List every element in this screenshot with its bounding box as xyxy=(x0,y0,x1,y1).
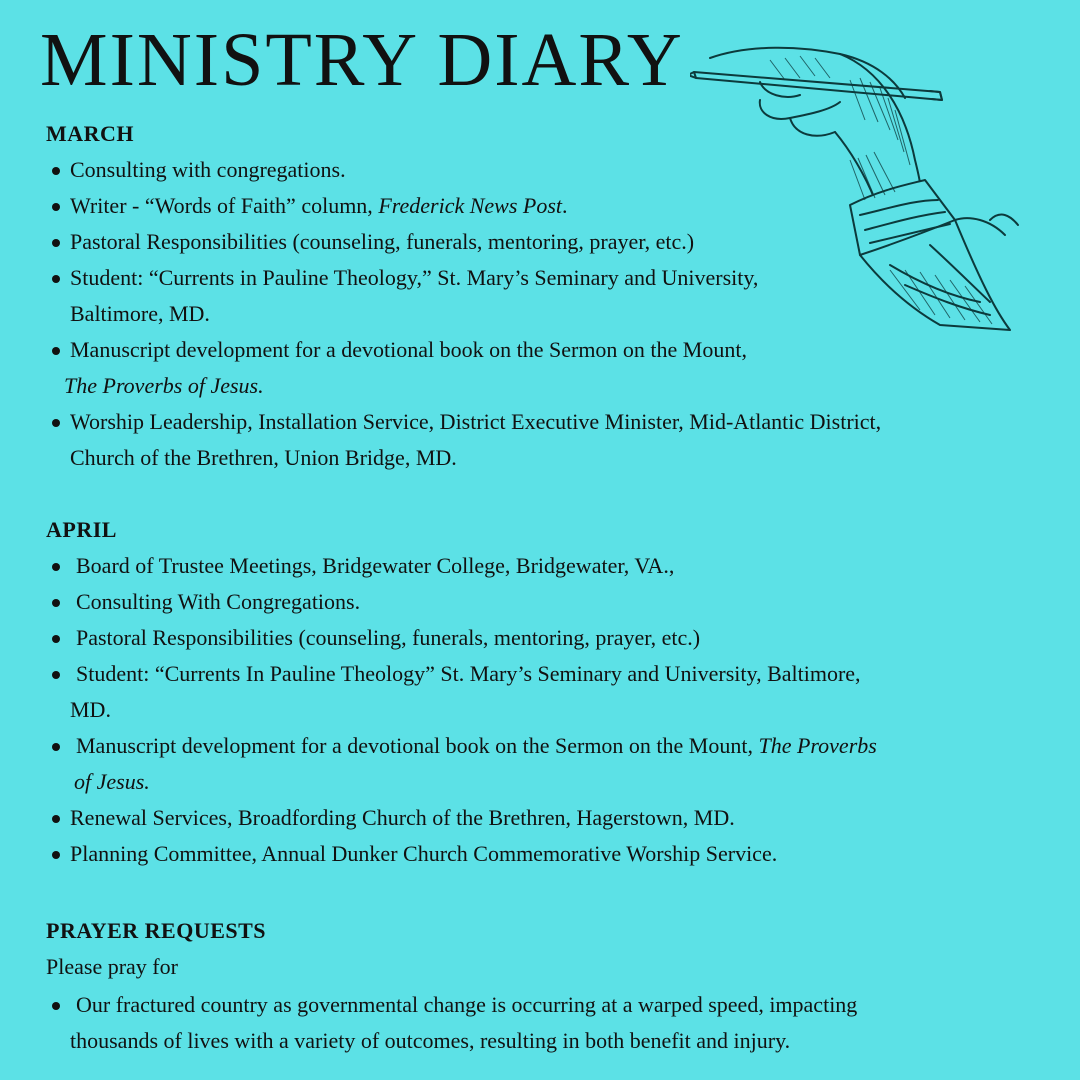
list-item: Worship Leadership, Installation Service, District Executive Minister, Mid-Atlantic District, Church of the Brethren, Union Bridge, MD. xyxy=(50,404,881,476)
section-heading-prayer-requests: PRAYER REQUESTS xyxy=(46,918,267,943)
list-item: Writer - “Words of Faith” column, Frederick News Post. xyxy=(50,188,881,224)
march-list xyxy=(50,152,881,476)
list-item: Pastoral Responsibilities (counseling, funerals, mentoring, prayer, etc.) xyxy=(50,620,877,656)
list-item: Consulting With Congregations. xyxy=(50,584,877,620)
page-title: MINISTRY DIARY xyxy=(40,18,684,102)
section-heading-march: MARCH xyxy=(46,121,135,146)
list-item: Manuscript development for a devotional book on the Sermon on the Mount, The Proverbs of Jesus. xyxy=(50,728,877,800)
list-item: Renewal Services, Broadfording Church of the Brethren, Hagerstown, MD. xyxy=(50,800,877,836)
list-item: Student: “Currents In Pauline Theology” St. Mary’s Seminary and University, Baltimore, MD. xyxy=(50,656,877,728)
list-item: Manuscript development for a devotional book on the Sermon on the Mount, The Proverbs of Jesus. xyxy=(50,332,881,404)
list-item: Pastoral Responsibilities (counseling, funerals, mentoring, prayer, etc.) xyxy=(50,224,881,260)
list-item: Student: “Currents in Pauline Theology,” St. Mary’s Seminary and University, Baltimore, MD. xyxy=(50,260,881,332)
section-heading-april: APRIL xyxy=(46,517,117,542)
prayer-list xyxy=(50,987,857,1059)
list-item: Board of Trustee Meetings, Bridgewater College, Bridgewater, VA., xyxy=(50,548,877,584)
list-item: Planning Committee, Annual Dunker Church Commemorative Worship Service. xyxy=(50,836,877,872)
april-list xyxy=(50,548,877,872)
list-item: Consulting with congregations. xyxy=(50,152,881,188)
list-item: Our fractured country as governmental change is occurring at a warped speed, impacting thousands of lives with a variety of outcomes, resulting in both benefit and injury. xyxy=(50,987,857,1059)
prayer-intro: Please pray for xyxy=(46,954,178,979)
